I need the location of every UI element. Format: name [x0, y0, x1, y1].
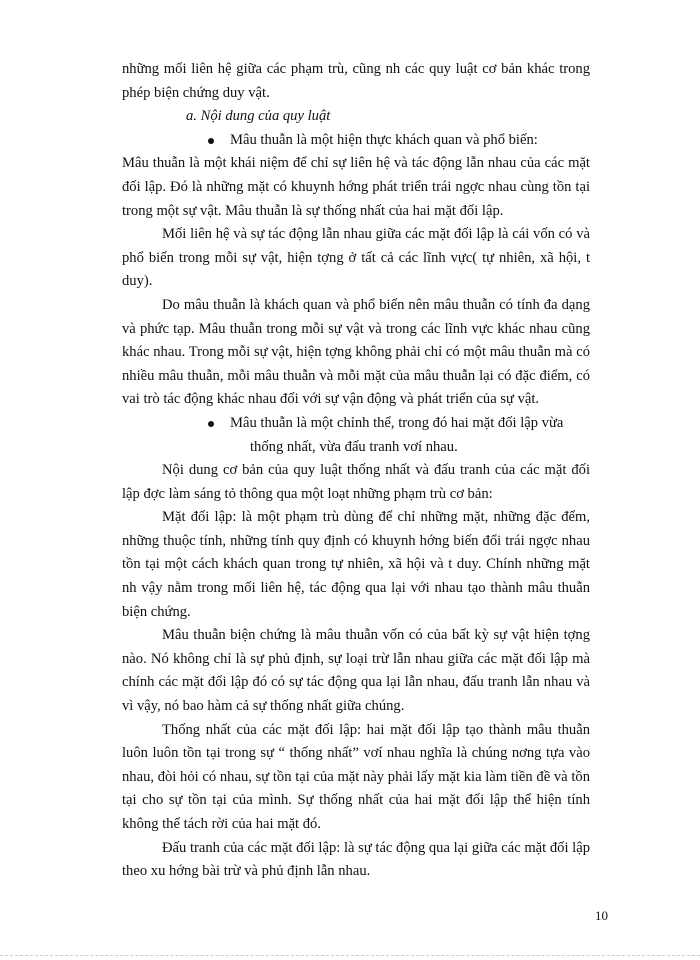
bullet-item — [122, 412, 590, 459]
page-bottom-divider — [0, 955, 700, 956]
paragraph: Thống nhất của các mặt đối lập: hai mặt đối lập tạo thành mâu thuẫn luôn luôn tồn tại trong sự “ thống nhất” vơí nhau nghĩa là chúng nơng tựa vào nhau, đòi hỏi có nhau, sự tồn tại của mặt này phải lấy mặt kia làm tiền đề và tồn tại cho sự tồn tại của mình. Sự thống nhất của hai mặt đối lập thể hiện tính không thể tách rời của hai mặt đó. — [122, 721, 590, 832]
bullet-icon — [208, 138, 214, 144]
bullet-item — [122, 129, 590, 153]
bullet-text: Mâu thuẫn là một chỉnh thể, trong đó hai mặt đối lập vừa — [230, 414, 564, 431]
paragraph-continuation: những mối liên hệ giữa các phạm trù, cũng nh các quy luật cơ bản khác trong phép biện chứng duy vật. — [122, 61, 590, 101]
paragraph: Nội dung cơ bản của quy luật thống nhất và đấu tranh của các mặt đối lập đợc làm sáng tỏ thông qua một loạt những phạm trù cơ bản: — [122, 462, 590, 502]
page-number: 10 — [595, 908, 608, 923]
section-heading: a. Nội dung của quy luật — [186, 108, 331, 125]
paragraph: Mâu thuẫn là một khái niệm để chỉ sự liên hệ và tác động lẫn nhau của các mặt đối lập. Đó là những mặt có khuynh hớng phát triển trái ngợc nhau cùng tồn tại trong một sự vật. Mâu thuẫn là sự thống nhất của hai mặt đối lập. — [122, 155, 590, 219]
paragraph: Do mâu thuẫn là khách quan và phổ biến nên mâu thuẫn có tính đa dạng và phức tạp. Mâu thuẫn trong mỗi sự vật và trong các lĩnh vực khác nhau cũng khác nhau. Trong mỗi sự vật, hiện tợng không phải chỉ có một mâu thuẫn mà có nhiều mâu thuẫn, mỗi mâu thuẫn và mỗi mặt của mâu thuẫn lại có đặc điểm, có vai trò tác động khác nhau đối với sự vận động và phát triển của sự vật. — [122, 296, 590, 408]
paragraph: Mặt đối lập: là một phạm trù dùng để chỉ những mặt, những đặc đểm, những thuộc tính, những tính quy định có khuynh hớng biến đổi trái ngợc nhau tồn tại một cách khách quan trong tự nhiên, xã hội và t duy. Chính những mặt nh vậy nằm trong mối liên hệ, tác động qua lại với nhau tạo thành mâu thuẫn biện chứng. — [122, 509, 590, 620]
paragraph: Mâu thuẫn biện chứng là mâu thuẫn vốn có của bất kỳ sự vật hiện tợng nào. Nó không chỉ là sự phủ định, sự loại trừ lẫn nhau giữa các mặt đối lập mà chính các mặt đối lập đó có sự tác động qua lại lẫn nhau, đấu tranh lẫn nhau và vì vậy, nó bao hàm cả sự thống nhất giữa chúng. — [122, 627, 590, 715]
paragraph: Đấu tranh của các mặt đối lập: là sự tác động qua lại giữa các mặt đối lập theo xu hớng bài trừ và phủ định lẫn nhau. — [122, 839, 590, 880]
bullet-text: Mâu thuẫn là một hiện thực khách quan và phổ biến: — [230, 131, 538, 148]
body-text — [122, 58, 590, 884]
bullet-text-continuation: thống nhất, vừa đấu tranh vơí nhau. — [250, 438, 458, 455]
bullet-icon — [208, 421, 214, 427]
paragraph: Mối liên hệ và sự tác động lẫn nhau giữa các mặt đối lập là cái vốn có và phổ biến trong mỗi sự vật, hiện tợng ở tất cả các lĩnh vực( tự nhiên, xã hội, t duy). — [122, 226, 590, 290]
